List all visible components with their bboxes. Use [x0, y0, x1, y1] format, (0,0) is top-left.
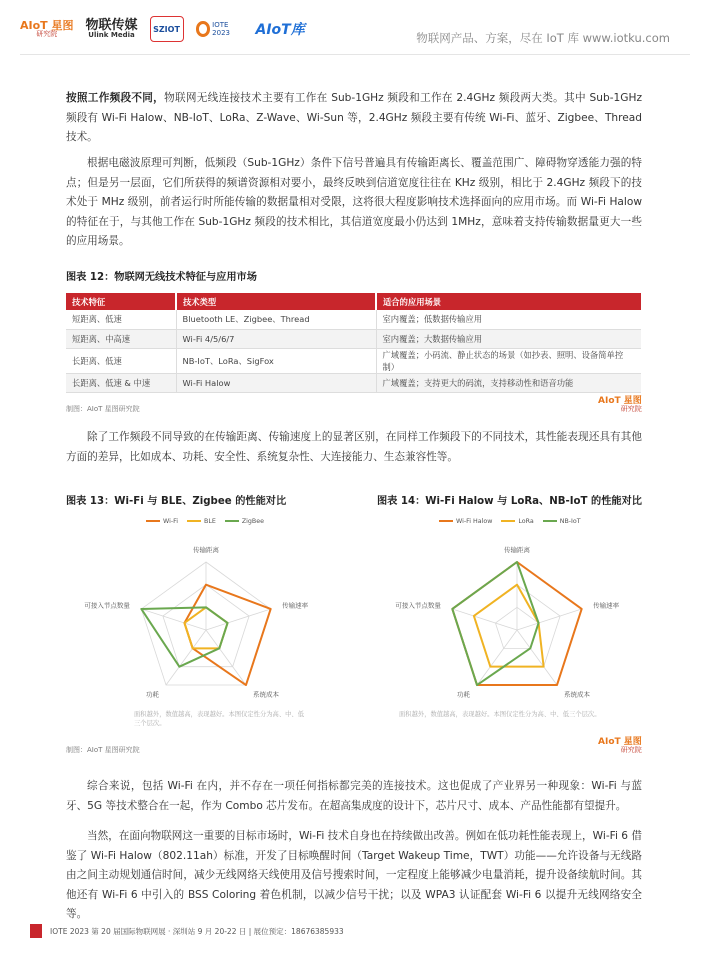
legend-item-wifi: Wi-Fi [146, 518, 178, 525]
figure-13-radar-svg [66, 530, 346, 730]
iote-ring-icon [196, 21, 211, 37]
table-row [66, 348, 641, 373]
radar-series-lora [474, 585, 544, 667]
table-cell: 室内覆盖；大数据传输应用 [376, 329, 641, 348]
figure-14-chart [377, 510, 657, 730]
table-header-cell: 技术类型 [176, 293, 376, 310]
ulink-media-logo: 物联传媒 Ulink Media [85, 18, 138, 39]
aiot-research-logo: AIoT 星图 研究院 [20, 19, 74, 38]
radar-axis-label: 传输速率 [593, 601, 620, 610]
table-cell: Bluetooth LE、Zigbee、Thread [176, 310, 376, 329]
radar-axis-label: 系统成本 [564, 690, 591, 699]
table-cell: 广域覆盖；小码流、静止状态的场景（如抄表、照明、设备简单控制） [376, 348, 641, 373]
figure-12-title: 图表 12：物联网无线技术特征与应用市场 [66, 272, 257, 283]
figure-12-table [66, 293, 641, 393]
table-header-cell: 适合的应用场景 [376, 293, 641, 310]
radar-axis-label: 传输距离 [193, 546, 219, 554]
footer-text: IOTE 2023 第 20 届国际物联网展 · 深圳站 9 月 20-22 日 | 展位预定：18676385933 [50, 926, 344, 936]
page-footer [30, 924, 344, 938]
figure-14-radar-svg [377, 530, 657, 730]
figure-13-note: 面积越外，数值越高，表现越好。本图仅定性分为高、中、低三个层次。 [134, 711, 305, 727]
figures-13-14-source: 制图：AIoT 星图研究院 [66, 746, 140, 754]
table-header-row [66, 293, 641, 310]
paragraph-4: 综合来说，包括 Wi-Fi 在内，并不存在一项任何指标都完美的连接技术。这也促成了产业界另一种现象：Wi-Fi 与蓝牙、5G 等技术整合在一起，作为 Combo 芯片发布。在超高集成度的设计下，芯片尺寸、成本、产品性能都有望提升。 [66, 780, 642, 812]
radar-axis-label: 功耗 [145, 690, 159, 699]
aiot-research-mini-logo-2: AIoT 星图 研究院 [598, 737, 642, 754]
table-cell: 长距离、低速 [66, 348, 176, 373]
radar-axis-label: 可接入节点数量 [395, 601, 441, 610]
table-cell: 室内覆盖；低数据传输应用 [376, 310, 641, 329]
radar-axis-line [141, 609, 206, 630]
table-row [66, 373, 641, 392]
radar-axis-label: 功耗 [456, 690, 470, 699]
aiotku-logo: AIoT库 [255, 22, 305, 38]
legend-item-wifi-halow: Wi-Fi Halow [439, 518, 492, 525]
table-cell: Wi-Fi 4/5/6/7 [176, 329, 376, 348]
paragraph-1-lead: 按照工作频段不同， [66, 92, 165, 104]
table-cell: 短距离、低速 [66, 310, 176, 329]
figure-13-title: 图表 13：Wi-Fi 与 BLE、Zigbee 的性能对比 [66, 496, 287, 507]
legend-item-nb-iot: NB-IoT [543, 518, 581, 525]
radar-axis-line [477, 630, 517, 685]
radar-axis-line [517, 609, 582, 630]
radar-axis-label: 传输距离 [504, 546, 530, 554]
radar-axis-line [452, 609, 517, 630]
figure-14-note: 面积越外，数值越高，表现越好。本图仅定性分为高、中、低三个层次。 [399, 711, 601, 718]
figure-13-legend [146, 518, 264, 525]
radar-axis-line [206, 630, 246, 685]
legend-item-ble: BLE [187, 518, 216, 525]
radar-axis-line [517, 630, 557, 685]
aiot-research-mini-logo: AIoT 星图 研究院 [598, 396, 642, 413]
figure-12-source: 制图：AIoT 星图研究院 [66, 405, 140, 413]
paragraph-1 [66, 89, 642, 148]
table-cell: NB-IoT、LoRa、SigFox [176, 348, 376, 373]
legend-item-zigbee: ZigBee [225, 518, 264, 525]
radar-series-zigbee [141, 607, 227, 666]
figure-14-legend [439, 518, 581, 525]
footer-accent-square [30, 924, 42, 938]
header-slogan: 物联网产品、方案，尽在 IoT 库 www.iotku.com [416, 31, 670, 45]
paragraph-1-body: 物联网无线连接技术主要有工作在 Sub-1GHz 频段和工作在 2.4GHz 频段两大类。其中 Sub-1GHz 频段有 Wi-Fi Halow、NB-IoT、LoRa、Z-Wave、Wi-Sun 等，2.4GHz 频段主要有传统 Wi-Fi、蓝牙、Zigbee、Thread 技术。 [66, 92, 643, 143]
legend-item-lora: LoRa [501, 518, 533, 525]
figure-13-chart [66, 510, 346, 730]
paragraph-3: 除了工作频段不同导致的在传输距离、传输速度上的显著区别，在同样工作频段下的不同技术，其性能表现还具有其他方面的差异，比如成本、功耗、安全性、系统复杂性、大连接能力、生态兼容性等。 [66, 431, 642, 463]
iote-logo: IOTE 2023 [196, 18, 244, 40]
table-cell: 短距离、中高速 [66, 329, 176, 348]
figure-14-title: 图表 14：Wi-Fi Halow 与 LoRa、NB-IoT 的性能对比 [377, 496, 642, 507]
sziot-logo: SZIOT [150, 16, 184, 42]
table-row [66, 310, 641, 329]
radar-axis-label: 传输速率 [282, 601, 309, 610]
table-row [66, 329, 641, 348]
table-cell: 广域覆盖；支持更大的码流，支持移动性和语音功能 [376, 373, 641, 392]
table-cell: 长距离、低速 & 中速 [66, 373, 176, 392]
header-divider [20, 54, 690, 55]
paragraph-2: 根据电磁波原理可判断，低频段（Sub-1GHz）条件下信号普遍具有传输距离长、覆盖范围广、障碍物穿透能力强的特点；但是另一层面，它们所获得的频谱资源相对要小，最终反映到信道宽度往往在 KHz 级别，相比于 2.4GHz 频段下的技术处于 MHz 级别，前者运行时所能传输的数据量相对受限，这将很大程度影响技术选择面向的应用市场。而 Wi-Fi Halow 的特征在于，与其他工作在 Sub-1GHz 频段的技术相比，其信道宽度最小仍达到 1MHz，意味着支持传输数据量更大一些的应用场景。 [66, 157, 642, 247]
table-cell: Wi-Fi Halow [176, 373, 376, 392]
table-header-cell: 技术特征 [66, 293, 176, 310]
radar-axis-label: 系统成本 [253, 690, 280, 699]
header-logos [20, 16, 305, 42]
paragraph-5: 当然，在面向物联网这一重要的目标市场时，Wi-Fi 技术自身也在持续做出改善。例如在低功耗性能表现上，Wi-Fi 6 借鉴了 Wi-Fi Halow（802.11ah）标准，开发了目标唤醒时间（Target Wakeup Time，TWT）功能——允许设备与无线路由之间主动规划通信时间，减少无线网络天线使用及信号搜索时间，一定程度上能够减少电量消耗，提升设备续航时间。其他还有 Wi-Fi 6 中引入的 BSS Coloring 着色机制，以减少信号干扰；以及 WPA3 认证配套 Wi-Fi 6 以提升无线网络安全等。 [66, 830, 642, 920]
radar-axis-label: 可接入节点数量 [84, 601, 130, 610]
radar-axis-line [206, 609, 271, 630]
page-header [0, 0, 710, 60]
